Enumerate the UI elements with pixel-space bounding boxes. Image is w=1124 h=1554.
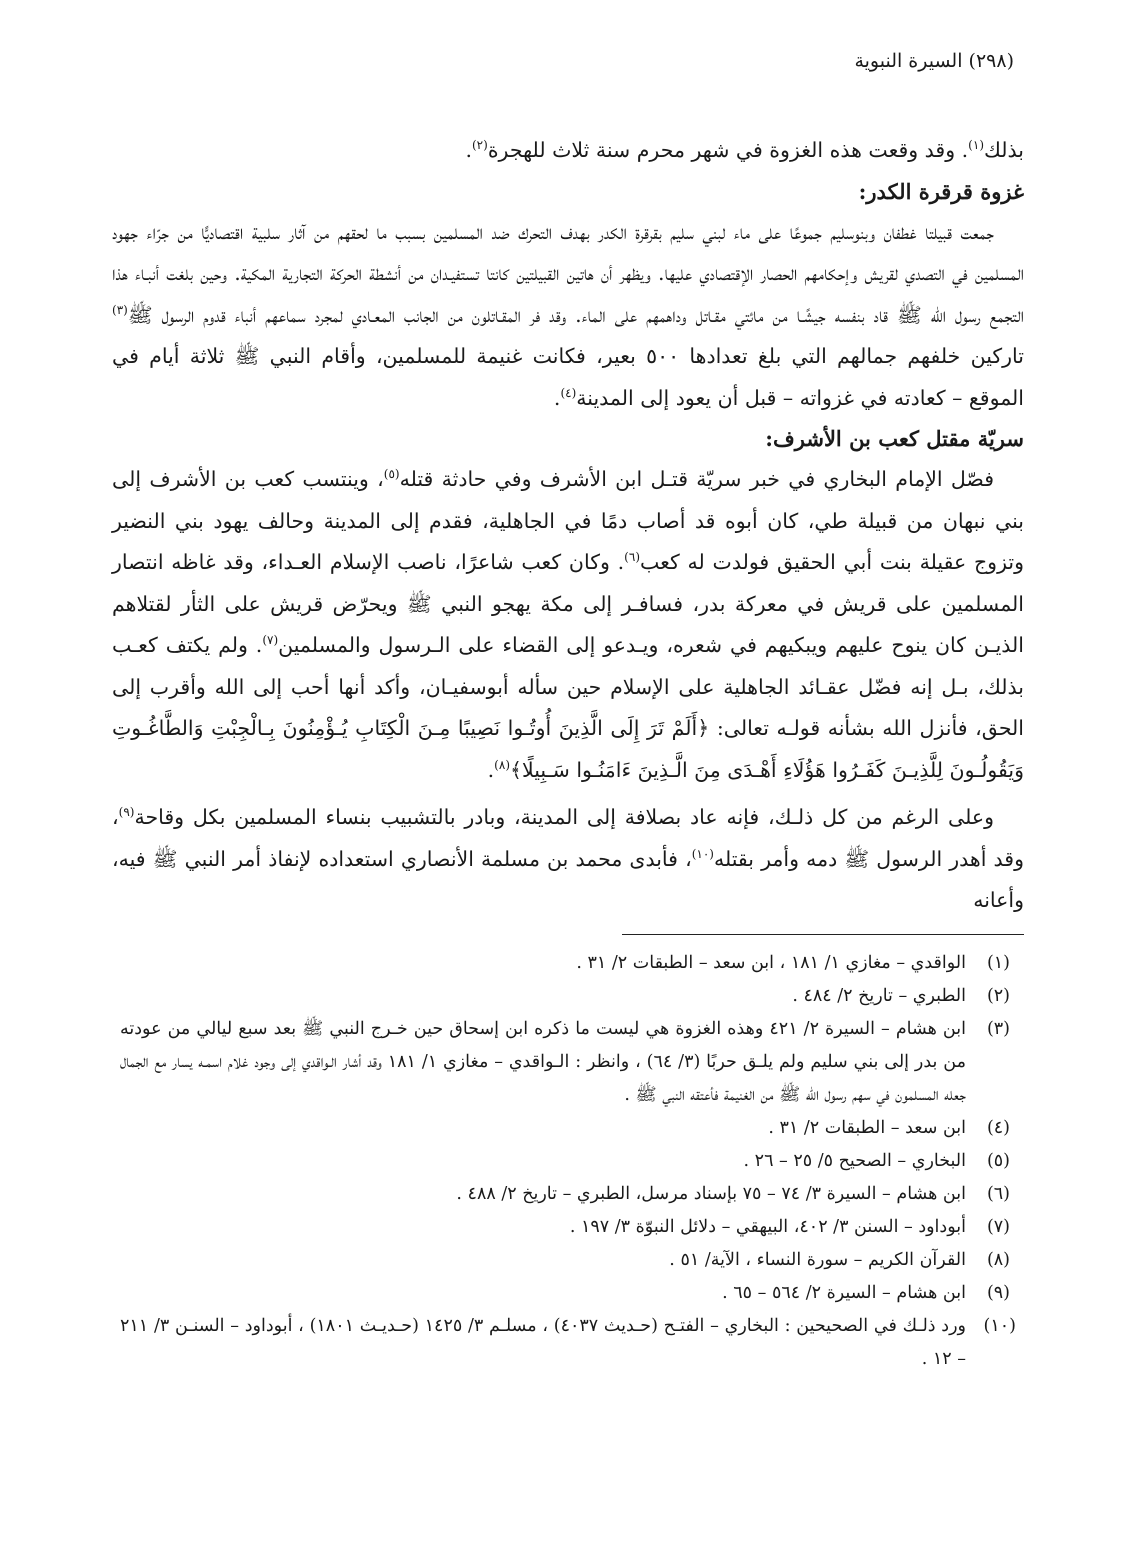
quran-verse: ﴿أَلَمْ تَرَ إِلَى الَّذِينَ أُوتُـوا نَصِيبًا مِـنَ الْكِتَابِ يُـؤْمِنُونَ بِـالْجِبْتِ وَالطَّاغُـوتِ وَيَقُولُـونَ لِلَّذِيـنَ كَفَـرُوا هَؤُلَاءِ أَهْـدَى مِنَ الَّـذِينَ ءَامَنُـوا سَـبِيلًا﴾	[112, 716, 1024, 782]
footnote-number: (٨)	[986, 1249, 1010, 1270]
main-text	[112, 130, 1024, 922]
footnote-item	[112, 1277, 1024, 1310]
paragraph-kaab-continued: وعلى الرغم من كل ذلـك، فإنه عاد بصلافة إلى المدينة، وبادر بالتشبيب بنساء المسلمين بكل وقاحة$^{(٩)}$، وقد أهدر الرسول ﷺ دمه وأمر بقتله$^{(١٠)}$، فأبدى محمد بن مسلمة الأنصاري استعداده لإنفاذ أمر النبي ﷺ فيه، وأعانه	[112, 805, 1024, 912]
footnote-ref-10[interactable]: (١٠)	[691, 846, 714, 861]
footnote-ref-1[interactable]: (١)	[968, 138, 984, 153]
section-heading-qarqarat-al-kudr: غزوة قرقرة الكدر:	[858, 178, 1024, 204]
section-heading-kaab-ibn-al-ashraf: سريّة مقتل كعب بن الأشرف:	[765, 426, 1024, 451]
footnote-number: (٢)	[986, 985, 1010, 1006]
footnote-divider	[622, 934, 1024, 935]
footnote-number: (٤)	[986, 1117, 1010, 1138]
footnote-item	[112, 1013, 1024, 1112]
footnote-ref-3[interactable]: (٣)	[112, 302, 128, 317]
footnote-number: (١٠)	[983, 1315, 1016, 1336]
footnote-text: الطبري – تاريخ ٢/ ٤٨٤ .	[792, 985, 966, 1006]
footnote-item	[112, 1178, 1024, 1211]
footnote-item	[112, 1145, 1024, 1178]
footnote-text: القرآن الكريم – سورة النساء ، الآية/ ٥١ .	[669, 1249, 966, 1270]
footnote-number: (٥)	[986, 1150, 1010, 1171]
footnote-item	[112, 1310, 1024, 1376]
footnote-text: ابن هشام – السيرة ٢/ ٤٢١ وهذه الغزوة هي ليست ما ذكره ابن إسحاق حين خـرج النبي ﷺ بعد سبع ليالي من عودته من بدر إلى بني سليم ولم يلـق حربًا (٣/ ٦٤) ، وانظر : الـواقدي – مغازي ١/ ١٨١ وقد أشار الـواقدي إلى وجود غلام اسمـه يسار مع الجمال جعله المسلمون في سهم رسول الله ﷺ من الغنيمة فأعتقه النبي ﷺ .	[120, 1018, 966, 1105]
footnote-number: (٩)	[986, 1282, 1010, 1303]
footnote-item	[112, 947, 1024, 980]
paragraph-kaab: فصّل الإمام البخاري في خبر سريّة قتـل ابن الأشرف وفي حادثة قتله$^{(٥)}$، وينتسب كعب بن الأشرف إلى بني نبهان من قبيلة طي، كان أبوه قد أصاب دمًا في الجاهلية، فقدم إلى المدينة وحالف يهود بني النضير وتزوج عقيلة بنت أبي الحقيق فولدت له كعب$^{(٦)}$. وكان كعب شاعرًا، ناصب الإسلام العـداء، وقد غاظه انتصار المسلمين على قريش في معركة بدر، فسافـر إلى مكة يهجو النبي ﷺ ويحرّض قريش على الثأر لقتلاهم الذيـن كان ينوح عليهم ويبكيهم في شعره، ويـدعو إلى القضاء على الـرسول والمسلمين$^{(٧)}$. ولم يكتف كعـب بذلك، بـل إنه فضّل عقـائد الجاهلية على الإسلام حين سأله أبوسفيـان، وأكد أنها أحب إلى الله وأقرب إلى الحق، فأنزل الله بشأنه قولـه تعالى: ﴿أَلَمْ تَرَ إِلَى الَّذِينَ أُوتُـوا نَصِيبًا مِـنَ الْكِتَابِ يُـؤْمِنُونَ بِـالْجِبْتِ وَالطَّاغُـوتِ وَيَقُولُـونَ لِلَّذِيـنَ كَفَـرُوا هَؤُلَاءِ أَهْـدَى مِنَ الَّـذِينَ ءَامَنُـوا سَـبِيلًا﴾$^{(٨)}$.	[112, 467, 1024, 782]
footnote-item	[112, 1211, 1024, 1244]
footnote-number: (٧)	[986, 1216, 1010, 1237]
footnote-text: ابن هشام – السيرة ٢/ ٥٦٤ – ٦٥ .	[722, 1282, 966, 1303]
footnote-ref-9[interactable]: (٩)	[118, 805, 135, 820]
footnote-text: ابن سعد – الطبقات ٢/ ٣١ .	[768, 1117, 966, 1138]
footnote-ref-6[interactable]: (٦)	[624, 550, 640, 565]
footnote-text: ورد ذلـك في الصحيحين : البخاري – الفتـح (حـديث ٤٠٣٧) ، مسلـم ٣/ ١٤٢٥ (حـديـث ١٨٠١) ، أبوداود – السنـن ٣/ ٢١١ – ١٢ .	[120, 1315, 967, 1369]
footnote-text: أبوداود – السنن ٣/ ٤٠٢، البيهقي – دلائل النبوّة ٣/ ١٩٧ .	[569, 1216, 966, 1237]
footnote-ref-4[interactable]: (٤)	[560, 385, 577, 400]
footnotes	[112, 947, 1024, 1376]
running-header: (٢٩٨) السيرة النبوية	[854, 50, 1014, 72]
footnote-ref-2[interactable]: (٢)	[471, 138, 488, 153]
footnote-text: الواقدي – مغازي ١/ ١٨١ ، ابن سعد – الطبقات ٢/ ٣١ .	[576, 952, 966, 973]
footnote-text: البخاري – الصحيح ٥/ ٢٥ – ٢٦ .	[743, 1150, 966, 1171]
footnote-number: (٦)	[986, 1183, 1010, 1204]
paragraph-intro: بذلك$^{(١)}$. وقد وقعت هذه الغزوة في شهر محرم سنة ثلاث للهجرة$^{(٢)}$.	[465, 138, 1024, 162]
footnote-text: ابن هشام – السيرة ٣/ ٧٤ – ٧٥ بإسناد مرسل، الطبري – تاريخ ٢/ ٤٨٨ .	[456, 1183, 966, 1204]
footnote-ref-7[interactable]: (٧)	[262, 633, 279, 648]
footnote-ref-5[interactable]: (٥)	[383, 467, 400, 482]
footnote-item	[112, 1244, 1024, 1277]
footnote-number: (٣)	[986, 1018, 1010, 1039]
footnote-item	[112, 980, 1024, 1013]
paragraph-qarqara: جمعت قبيلتا غطفان وبنوسليم جموعًا على ماء لبني سليم بقرقرة الكدر بهدف التحرك ضد المسلمين بسبب ما لحقهم من آثار سلبية اقتصاديًّا من جرّاء جهود المسلمين في التصدي لقريش وإحكامهم الحصار الإقتصادي عليها. ويظهر أن هاتين القبيلتين كانتا تستفيـدان من أنشطة الحركة التجارية المكية. وحين بلغت أنبـاء هذا التجمع رسول الله ﷺ قاد بنفسه جيشًـا من مائتي مقـاتل وداهمهم على الماء. وقد فر المقـاتلون من الجانب المعـادي لمجرد سماعهم أنباء قدوم الرسول ﷺ$^{(٣)}$ تاركين خلفهم جمالهم التي بلغ تعدادها ٥٠٠ بعير، فكانت غنيمة للمسلمين، وأقام النبي ﷺ ثلاثة أيام في الموقع – كعادته في غزواته – قبل أن يعود إلى المدينة$^{(٤)}$.	[112, 219, 1024, 410]
footnote-item	[112, 1112, 1024, 1145]
footnote-number: (١)	[986, 952, 1010, 973]
footnote-ref-8[interactable]: (٨)	[494, 757, 510, 772]
